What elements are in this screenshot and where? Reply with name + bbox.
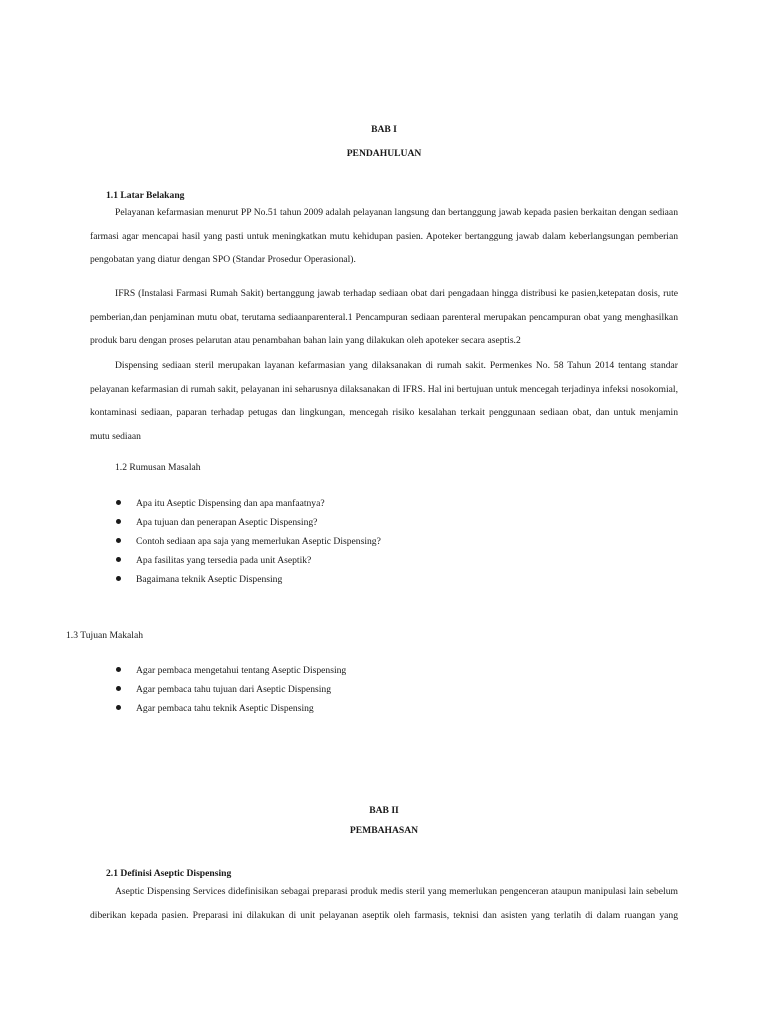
bullet-icon (116, 557, 121, 562)
list-item (136, 699, 346, 718)
list-item-text: Agar pembaca tahu teknik Aseptic Dispensing (136, 703, 314, 714)
list-item (136, 551, 381, 570)
list-item-text: Contoh sediaan apa saja yang memerlukan Aseptic Dispensing? (136, 536, 381, 547)
chapter-title: PEMBAHASAN (349, 825, 419, 836)
bullet-icon (116, 519, 121, 524)
chapter-label: BAB I (371, 124, 397, 135)
list-item (136, 680, 346, 699)
paragraph-1-1-c (90, 354, 678, 448)
section-heading-2-1: 2.1 Definisi Aseptic Dispensing (106, 868, 232, 879)
list-item (136, 513, 381, 532)
paragraph-line: produk baru dengan proses pelarutan atau penambahan bahan lain yang dilakukan oleh apoteker secara aseptis.2 (90, 335, 521, 346)
bullet-icon (116, 705, 121, 710)
section-heading-1-3: 1.3 Tujuan Makalah (66, 630, 144, 641)
paragraph-1-1-b (90, 282, 678, 353)
list-item (136, 494, 381, 513)
list-item-text: Apa itu Aseptic Dispensing dan apa manfaatnya? (136, 498, 325, 509)
paragraph-line: kontaminasi sediaan, paparan terhadap petugas dan lingkungan, mencegah risiko kesalahan terkait penggunaan sediaan obat, dan untuk menjamin (90, 407, 678, 418)
paragraph-line: Pelayanan kefarmasian menurut PP No.51 tahun 2009 adalah pelayanan langsung dan bertanggung jawab kepada pasien berkaitan dengan sediaan (115, 207, 678, 218)
list-item (136, 661, 346, 680)
bullet-icon (116, 538, 121, 543)
paragraph-line: Aseptic Dispensing Services didefinisikan sebagai preparasi produk medis steril yang memerlukan pengenceran ataupun manipulasi lain sebelum (115, 886, 678, 897)
chapter-label: BAB II (369, 805, 399, 816)
list-item-text: Agar pembaca tahu tujuan dari Aseptic Dispensing (136, 684, 332, 695)
list-item (136, 570, 381, 589)
paragraph-line: pelayanan kefarmasian di rumah sakit, pelayanan ini seharusnya dilaksanakan di IFRS. Hal ini bertujuan untuk mencegah terjadinya infeksi nosokomial, (90, 383, 678, 395)
bullet-icon (116, 500, 121, 505)
list-item-text: Apa tujuan dan penerapan Aseptic Dispensing? (136, 517, 318, 528)
chapter-title: PENDAHULUAN (346, 148, 422, 159)
rumusan-masalah-list (136, 494, 381, 589)
paragraph-2-1-a (90, 880, 678, 927)
list-item-text: Bagaimana teknik Aseptic Dispensing (136, 574, 283, 585)
section-heading-1-2: 1.2 Rumusan Masalah (115, 462, 201, 473)
paragraph-line: pengobatan yang diatur dengan SPO (Standar Prosedur Operasional). (90, 254, 356, 265)
section-heading-1-1: 1.1 Latar Belakang (106, 190, 185, 201)
paragraph-line: pemberian,dan penjaminan mutu obat, terutama sediaanparenteral.1 Pencampuran sediaan parenteral merupakan pencampuran obat yang menghasilkan (90, 311, 678, 323)
bullet-icon (116, 686, 121, 691)
bullet-icon (116, 667, 121, 672)
tujuan-makalah-list (136, 661, 346, 718)
paragraph-1-1-a (90, 201, 678, 272)
list-item-text: Agar pembaca mengetahui tentang Aseptic Dispensing (136, 665, 347, 676)
paragraph-line: diberikan kepada pasien. Preparasi ini dilakukan di unit pelayanan aseptik oleh farmasis, teknisi dan asisten yang terlatih di dalam ruangan yang (90, 909, 678, 921)
list-item-text: Apa fasilitas yang tersedia pada unit Aseptik? (136, 555, 312, 566)
paragraph-line: IFRS (Instalasi Farmasi Rumah Sakit) bertanggung jawab terhadap sediaan obat dari pengadaan hingga distribusi ke pasien,ketepatan dosis, rute (115, 288, 678, 299)
bullet-icon (116, 576, 121, 581)
paragraph-line: farmasi agar mencapai hasil yang pasti untuk meningkatkan mutu kehidupan pasien. Apoteker bertanggung jawab dalam keberlangsungan pemberian (90, 230, 678, 242)
paragraph-line: mutu sediaan (90, 430, 141, 442)
paragraph-line: Dispensing sediaan steril merupakan layanan kefarmasian yang dilaksanakan di rumah sakit. Permenkes No. 58 Tahun 2014 tentang standar (115, 360, 678, 371)
list-item (136, 532, 381, 551)
